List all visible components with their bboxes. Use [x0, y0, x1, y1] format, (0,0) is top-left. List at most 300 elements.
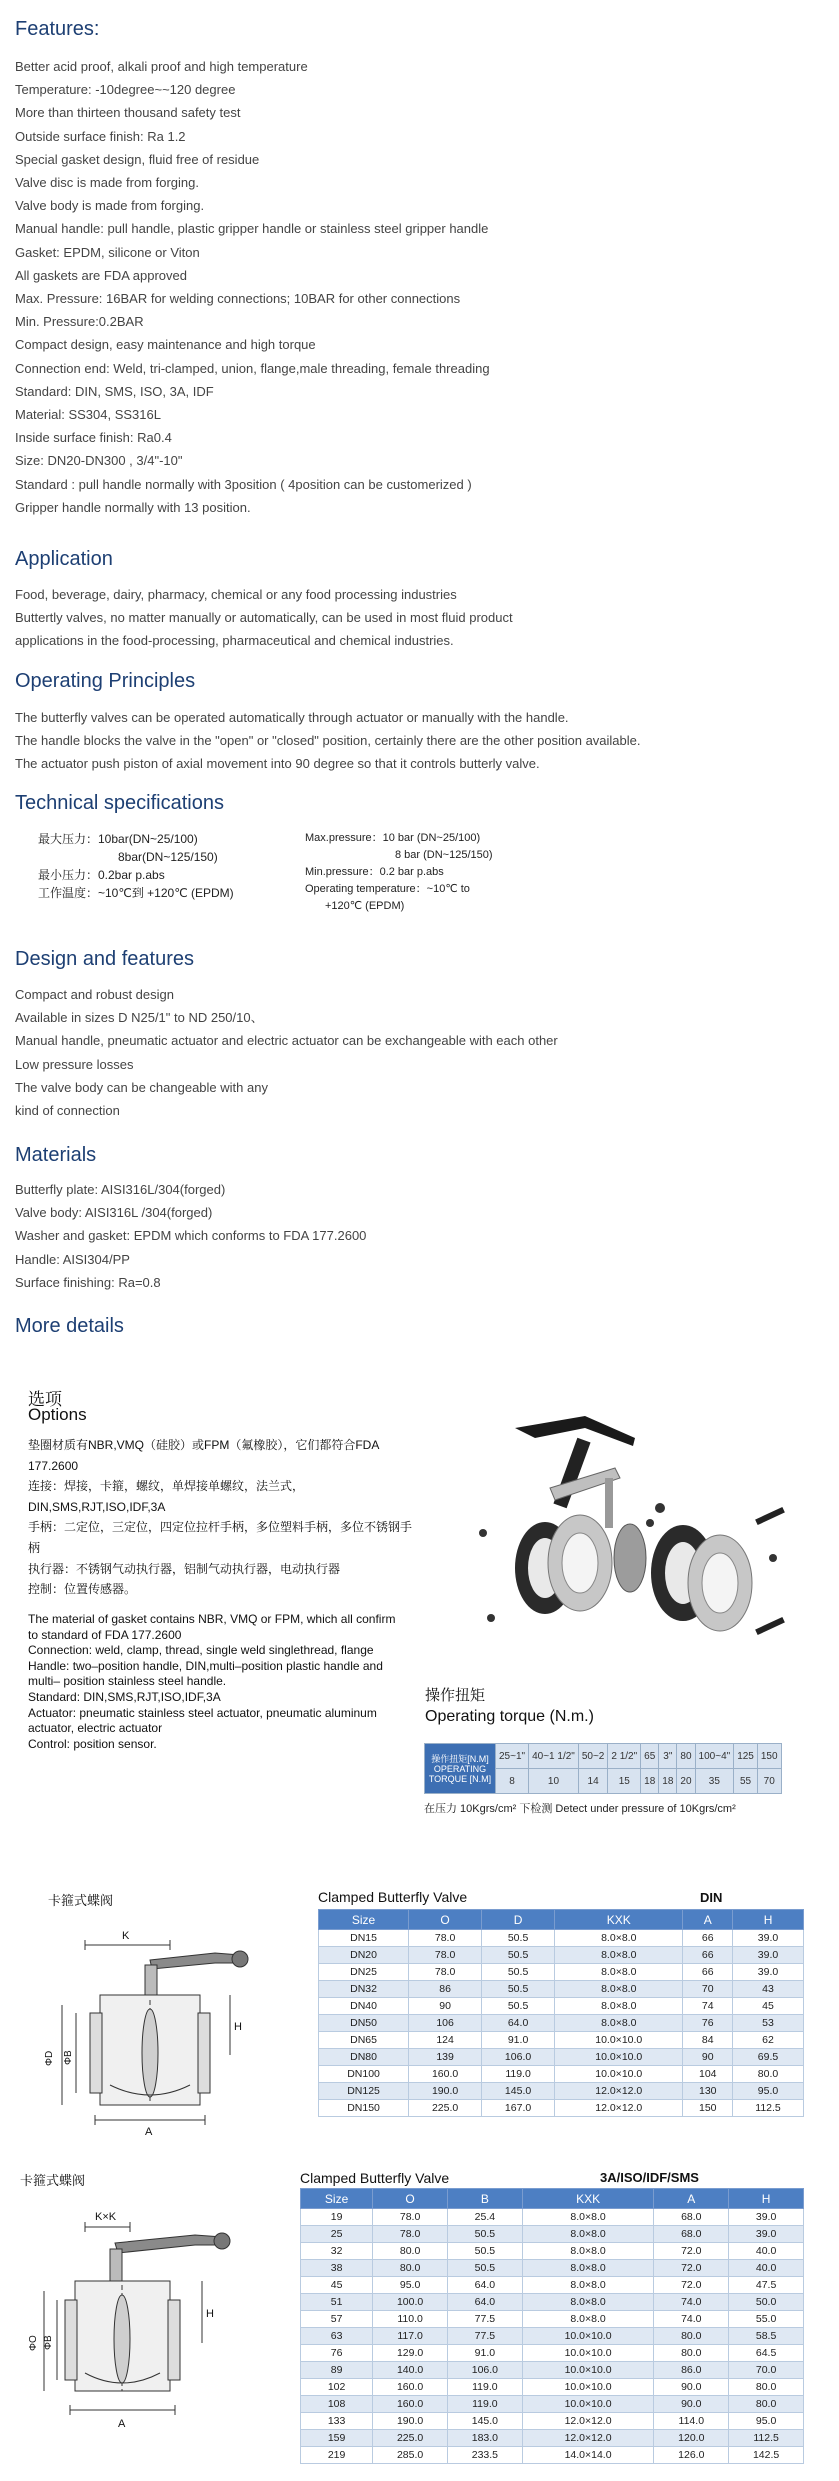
- table-row: [301, 2311, 804, 2328]
- table-cell: 106: [409, 2015, 482, 2032]
- table-cell: 64.0: [447, 2277, 522, 2294]
- torque-size-cell: 125: [734, 1744, 758, 1769]
- materials-title: Materials: [15, 1144, 97, 1166]
- text-line: Inside surface finish: Ra0.4: [15, 430, 172, 446]
- torque-title-cn: 操作扭矩: [425, 1687, 486, 1704]
- options-en-line: Control: position sensor.: [28, 1736, 157, 1751]
- text-line: Food, beverage, dairy, pharmacy, chemical or any food processing industries: [15, 587, 457, 602]
- design-list: [15, 983, 815, 1122]
- application-list: [15, 583, 815, 653]
- features-list: [15, 55, 815, 519]
- exploded-valve-illustration: [455, 1408, 795, 1668]
- table-row: [301, 2413, 804, 2430]
- table-cell: 38: [301, 2260, 373, 2277]
- table-cell: 50.0: [729, 2294, 804, 2311]
- torque-value-cell: 35: [695, 1769, 734, 1794]
- torque-value-cell: 14: [578, 1769, 608, 1794]
- options-cn-line: 连接：焊接，卡箍，螺纹，单焊接单螺纹，法兰式，DIN,SMS,RJT,ISO,IDF,3A: [28, 1479, 305, 1514]
- text-line: Better acid proof, alkali proof and high temperature: [15, 59, 308, 74]
- options-en-list: [28, 1612, 398, 1752]
- text-line: Low pressure losses: [15, 1056, 134, 1072]
- sms-valve-standard: 3A/ISO/IDF/SMS: [600, 2170, 699, 2185]
- column-header: O: [409, 1910, 482, 1930]
- table-cell: 117.0: [373, 2328, 448, 2345]
- design-title: Design and features: [15, 948, 195, 970]
- table-cell: 126.0: [654, 2447, 729, 2464]
- tech-en-line: Operating temperature：~10℃ to: [305, 883, 470, 895]
- table-row: [319, 2049, 804, 2066]
- table-cell: 57: [301, 2311, 373, 2328]
- table-cell: 10.0×10.0: [522, 2379, 654, 2396]
- tech-cn-line: 工作温度：~10℃到 +120℃ (EPDM): [38, 886, 234, 900]
- table-cell: 72.0: [654, 2277, 729, 2294]
- din-label-ob: ΦB: [63, 2050, 74, 2065]
- table-cell: DN40: [319, 1998, 409, 2015]
- table-cell: 8.0×8.0: [555, 1930, 683, 1947]
- text-line: Max. Pressure: 16BAR for welding connections; 10BAR for other connections: [15, 291, 461, 307]
- text-line: Valve body is made from forging.: [15, 198, 205, 214]
- sms-valve-title-cn: 卡箍式蝶阀: [20, 2173, 86, 2188]
- table-cell: 43: [733, 1981, 804, 1998]
- table-cell: 77.5: [447, 2328, 522, 2345]
- table-cell: 183.0: [447, 2430, 522, 2447]
- din-valve-title-cn: 卡箍式蝶阀: [48, 1893, 114, 1908]
- table-cell: 64.0: [447, 2294, 522, 2311]
- table-row: [319, 1998, 804, 2015]
- torque-value-cell: 70: [757, 1769, 781, 1794]
- table-row: [319, 1930, 804, 1947]
- din-valve-title-en: Clamped Butterfly Valve: [318, 1889, 468, 1905]
- sms-label-kxk: K×K: [95, 2211, 117, 2223]
- options-en-line: Connection: weld, clamp, thread, single weld singlethread, flange: [28, 1643, 374, 1658]
- operating-title: Operating Principles: [15, 670, 196, 692]
- column-header: H: [733, 1910, 804, 1930]
- table-cell: 190.0: [373, 2413, 448, 2430]
- table-cell: 150: [683, 2100, 733, 2117]
- torque-table: [424, 1743, 782, 1794]
- table-cell: 12.0×12.0: [522, 2430, 654, 2447]
- table-cell: 8.0×8.0: [522, 2209, 654, 2226]
- sms-dimension-table: [300, 2188, 804, 2464]
- table-cell: 39.0: [733, 1964, 804, 1981]
- table-cell: 25: [301, 2226, 373, 2243]
- text-line: Washer and gasket: EPDM which conforms to FDA 177.2600: [15, 1228, 367, 1244]
- table-cell: 80.0: [729, 2379, 804, 2396]
- din-valve-standard: DIN: [700, 1890, 723, 1905]
- table-row: [319, 2032, 804, 2049]
- table-cell: 100.0: [373, 2294, 448, 2311]
- options-en-line: Standard: DIN,SMS,RJT,ISO,IDF,3A: [28, 1689, 221, 1704]
- options-cn-line: 执行器：不锈钢气动执行器，铝制气动执行器，电动执行器: [28, 1561, 341, 1576]
- sms-valve-title-en: Clamped Butterfly Valve: [300, 2170, 450, 2186]
- text-line: Special gasket design, fluid free of residue: [15, 151, 260, 167]
- torque-note: 在压力 10Kgrs/cm² 下检测 Detect under pressure of 10Kgrs/cm²: [424, 1803, 736, 1815]
- table-cell: 167.0: [482, 2100, 555, 2117]
- table-cell: 68.0: [654, 2209, 729, 2226]
- text-line: The actuator push piston of axial movement into 90 degree so that it controls butterly valve.: [15, 756, 540, 772]
- torque-size-cell: 2 1/2": [608, 1744, 641, 1769]
- table-cell: 8.0×8.0: [555, 1981, 683, 1998]
- column-header: A: [654, 2189, 729, 2209]
- table-row: [301, 2396, 804, 2413]
- table-cell: 50.5: [482, 1981, 555, 1998]
- table-cell: 8.0×8.0: [522, 2226, 654, 2243]
- table-cell: DN150: [319, 2100, 409, 2117]
- table-cell: 95.0: [729, 2413, 804, 2430]
- table-cell: 45: [733, 1998, 804, 2015]
- table-row: [301, 2260, 804, 2277]
- table-cell: 12.0×12.0: [555, 2083, 683, 2100]
- table-cell: 45: [301, 2277, 373, 2294]
- table-cell: 8.0×8.0: [522, 2260, 654, 2277]
- text-line: Valve disc is made from forging.: [15, 175, 199, 191]
- text-line: Gripper handle normally with 13 position.: [15, 499, 251, 515]
- sms-label-h: H: [206, 2308, 214, 2320]
- text-line: The butterfly valves can be operated automatically through actuator or manually with the handle.: [15, 710, 569, 725]
- text-line: The valve body can be changeable with any: [15, 1079, 268, 1095]
- table-cell: 69.5: [733, 2049, 804, 2066]
- table-cell: 133: [301, 2413, 373, 2430]
- table-cell: 70.0: [729, 2362, 804, 2379]
- table-cell: 10.0×10.0: [555, 2032, 683, 2049]
- table-cell: 10.0×10.0: [522, 2345, 654, 2362]
- table-cell: 53: [733, 2015, 804, 2032]
- text-line: Buttertly valves, no matter manually or automatically, can be used in most fluid product: [15, 610, 513, 626]
- table-cell: 80.0: [729, 2396, 804, 2413]
- options-cn-line: 垫圈材质有NBR,VMQ（硅胶）或FPM（氟橡胶），它们都符合FDA 177.2600: [28, 1438, 379, 1473]
- text-line: Manual handle: pull handle, plastic gripper handle or stainless steel gripper handle: [15, 221, 489, 237]
- table-cell: DN50: [319, 2015, 409, 2032]
- column-header: KXK: [522, 2189, 654, 2209]
- din-label-a: A: [145, 2126, 153, 2138]
- table-cell: 76: [301, 2345, 373, 2362]
- table-cell: 8.0×8.0: [555, 1964, 683, 1981]
- table-cell: 110.0: [373, 2311, 448, 2328]
- torque-value-cell: 10: [529, 1769, 579, 1794]
- text-line: Manual handle, pneumatic actuator and electric actuator can be exchangeable with each other: [15, 1033, 558, 1049]
- torque-value-cell: 55: [734, 1769, 758, 1794]
- table-cell: 39.0: [733, 1930, 804, 1947]
- table-cell: 68.0: [654, 2226, 729, 2243]
- table-cell: 47.5: [729, 2277, 804, 2294]
- din-label-k: K: [122, 1930, 130, 1942]
- tech-en-line: Max.pressure：10 bar (DN~25/100): [305, 832, 481, 844]
- table-cell: 50.5: [482, 1947, 555, 1964]
- table-cell: 119.0: [482, 2066, 555, 2083]
- column-header: KXK: [555, 1910, 683, 1930]
- table-cell: 55.0: [729, 2311, 804, 2328]
- table-cell: 114.0: [654, 2413, 729, 2430]
- table-cell: 66: [683, 1930, 733, 1947]
- table-row: [319, 1964, 804, 1981]
- sms-label-ob: ΦB: [43, 2335, 54, 2350]
- table-cell: 10.0×10.0: [522, 2362, 654, 2379]
- table-cell: 40.0: [729, 2243, 804, 2260]
- table-cell: 142.5: [729, 2447, 804, 2464]
- table-cell: DN15: [319, 1930, 409, 1947]
- table-cell: 78.0: [373, 2209, 448, 2226]
- text-line: Standard : pull handle normally with 3position ( 4position can be customerized ): [15, 476, 472, 492]
- torque-size-cell: 40~1 1/2": [529, 1744, 579, 1769]
- table-cell: 51: [301, 2294, 373, 2311]
- table-row: [301, 2328, 804, 2345]
- table-row: [301, 2430, 804, 2447]
- torque-value-cell: 18: [659, 1769, 677, 1794]
- table-cell: 112.5: [729, 2430, 804, 2447]
- table-cell: 91.0: [447, 2345, 522, 2362]
- text-line: Available in sizes D N25/1" to ND 250/10、: [15, 1010, 264, 1026]
- table-cell: 8.0×8.0: [555, 2015, 683, 2032]
- table-cell: 74.0: [654, 2294, 729, 2311]
- table-cell: 160.0: [409, 2066, 482, 2083]
- table-cell: 104: [683, 2066, 733, 2083]
- table-cell: 76: [683, 2015, 733, 2032]
- tech-spec-en: [305, 830, 493, 915]
- table-cell: 106.0: [482, 2049, 555, 2066]
- torque-value-cell: 20: [677, 1769, 695, 1794]
- options-title-en: Options: [28, 1405, 87, 1424]
- table-cell: 119.0: [447, 2379, 522, 2396]
- column-header: Size: [301, 2189, 373, 2209]
- torque-value-cell: 15: [608, 1769, 641, 1794]
- table-cell: 90: [409, 1998, 482, 2015]
- table-cell: 129.0: [373, 2345, 448, 2362]
- table-cell: 86: [409, 1981, 482, 1998]
- table-row: [301, 2345, 804, 2362]
- table-cell: 160.0: [373, 2379, 448, 2396]
- column-header: H: [729, 2189, 804, 2209]
- text-line: Standard: DIN, SMS, ISO, 3A, IDF: [15, 383, 214, 399]
- table-cell: 80.0: [373, 2243, 448, 2260]
- table-cell: DN20: [319, 1947, 409, 1964]
- table-cell: DN32: [319, 1981, 409, 1998]
- tech-en-line: Min.pressure：0.2 bar p.abs: [305, 866, 444, 878]
- table-cell: 8.0×8.0: [522, 2311, 654, 2328]
- table-row: [301, 2277, 804, 2294]
- column-header: O: [373, 2189, 448, 2209]
- table-cell: 10.0×10.0: [555, 2066, 683, 2083]
- sms-valve-drawing: [30, 2205, 270, 2435]
- table-cell: 78.0: [409, 1964, 482, 1981]
- table-cell: 58.5: [729, 2328, 804, 2345]
- column-header: Size: [319, 1910, 409, 1930]
- table-row: [319, 1947, 804, 1964]
- table-cell: 66: [683, 1964, 733, 1981]
- din-dimension-table: [318, 1909, 804, 2117]
- table-cell: 50.5: [482, 1964, 555, 1981]
- din-label-od: ΦD: [44, 2050, 55, 2066]
- table-cell: 64.0: [482, 2015, 555, 2032]
- table-row: [319, 1981, 804, 1998]
- table-cell: DN65: [319, 2032, 409, 2049]
- table-cell: 64.5: [729, 2345, 804, 2362]
- table-cell: 145.0: [482, 2083, 555, 2100]
- table-cell: 219: [301, 2447, 373, 2464]
- text-line: Compact and robust design: [15, 987, 174, 1002]
- table-cell: 14.0×14.0: [522, 2447, 654, 2464]
- torque-size-cell: 50~2: [578, 1744, 608, 1769]
- table-cell: 91.0: [482, 2032, 555, 2049]
- table-cell: 25.4: [447, 2209, 522, 2226]
- table-cell: 80.0: [654, 2328, 729, 2345]
- tech-en-line: 8 bar (DN~125/150): [395, 849, 493, 861]
- torque-size-cell: 150: [757, 1744, 781, 1769]
- table-cell: 66: [683, 1947, 733, 1964]
- table-cell: 50.5: [447, 2260, 522, 2277]
- options-cn-line: 手柄：二定位，三定位，四定位拉杆手柄，多位塑料手柄，多位不锈钢手柄: [28, 1520, 413, 1555]
- text-line: Material: SS304, SS316L: [15, 407, 161, 423]
- table-cell: 120.0: [654, 2430, 729, 2447]
- table-cell: 119.0: [447, 2396, 522, 2413]
- table-cell: 39.0: [729, 2209, 804, 2226]
- table-cell: 72.0: [654, 2260, 729, 2277]
- application-title: Application: [15, 548, 113, 570]
- table-cell: DN25: [319, 1964, 409, 1981]
- table-cell: 12.0×12.0: [522, 2413, 654, 2430]
- table-row: [301, 2447, 804, 2464]
- torque-size-cell: 65: [641, 1744, 659, 1769]
- table-cell: 112.5: [733, 2100, 804, 2117]
- table-cell: 10.0×10.0: [555, 2049, 683, 2066]
- table-cell: 50.5: [447, 2243, 522, 2260]
- features-title: Features:: [15, 18, 100, 40]
- sms-label-a: A: [118, 2418, 126, 2430]
- column-header: B: [447, 2189, 522, 2209]
- torque-value-cell: 8: [496, 1769, 529, 1794]
- table-cell: 225.0: [409, 2100, 482, 2117]
- table-cell: 108: [301, 2396, 373, 2413]
- table-cell: 190.0: [409, 2083, 482, 2100]
- text-line: applications in the food-processing, pharmaceutical and chemical industries.: [15, 633, 454, 649]
- table-cell: 40.0: [729, 2260, 804, 2277]
- column-header: A: [683, 1910, 733, 1930]
- table-cell: 80.0: [373, 2260, 448, 2277]
- table-cell: 86.0: [654, 2362, 729, 2379]
- table-cell: 130: [683, 2083, 733, 2100]
- table-cell: DN125: [319, 2083, 409, 2100]
- table-cell: 74: [683, 1998, 733, 2015]
- tech-en-line: +120℃ (EPDM): [325, 900, 405, 912]
- table-cell: 84: [683, 2032, 733, 2049]
- materials-list: [15, 1178, 815, 1294]
- table-cell: 63: [301, 2328, 373, 2345]
- table-header-row: [319, 1910, 804, 1930]
- table-cell: DN80: [319, 2049, 409, 2066]
- table-row: [301, 2379, 804, 2396]
- text-line: Gasket: EPDM, silicone or Viton: [15, 244, 200, 260]
- column-header: D: [482, 1910, 555, 1930]
- table-cell: 225.0: [373, 2430, 448, 2447]
- table-row: [301, 2294, 804, 2311]
- table-cell: 8.0×8.0: [522, 2294, 654, 2311]
- table-cell: 50.5: [482, 1998, 555, 2015]
- table-row: [319, 2100, 804, 2117]
- table-cell: 62: [733, 2032, 804, 2049]
- table-cell: 78.0: [409, 1930, 482, 1947]
- table-row: [301, 2209, 804, 2226]
- table-cell: 50.5: [447, 2226, 522, 2243]
- tech-title: Technical specifications: [15, 792, 224, 814]
- text-line: The handle blocks the valve in the "open" or "closed" position, certainly there are the other position available.: [15, 733, 641, 749]
- table-cell: 124: [409, 2032, 482, 2049]
- torque-size-cell: 3": [659, 1744, 677, 1769]
- din-valve-drawing: [40, 1925, 280, 2140]
- text-line: Min. Pressure:0.2BAR: [15, 314, 144, 330]
- table-cell: 19: [301, 2209, 373, 2226]
- table-cell: 139: [409, 2049, 482, 2066]
- table-cell: 95.0: [733, 2083, 804, 2100]
- text-line: More than thirteen thousand safety test: [15, 105, 241, 121]
- text-line: kind of connection: [15, 1103, 120, 1119]
- options-en-line: Actuator: pneumatic stainless steel actuator, pneumatic aluminum actuator, electric actuator: [28, 1705, 377, 1736]
- options-en-line: The material of gasket contains NBR, VMQ or FPM, which all confirm to standard of FDA 177.2600: [28, 1612, 396, 1642]
- text-line: Temperature: -10degree~~120 degree: [15, 82, 236, 98]
- text-line: Compact design, easy maintenance and high torque: [15, 337, 316, 353]
- table-cell: 90.0: [654, 2396, 729, 2413]
- options-cn-line: 控制：位置传感器。: [28, 1582, 137, 1597]
- table-cell: 159: [301, 2430, 373, 2447]
- table-row: [301, 2226, 804, 2243]
- text-line: Connection end: Weld, tri-clamped, union, flange,male threading, female threading: [15, 360, 490, 376]
- tech-cn-line: 最小压力：0.2bar p.abs: [38, 868, 165, 882]
- sms-label-oo: ΦO: [28, 2335, 39, 2351]
- table-cell: DN100: [319, 2066, 409, 2083]
- table-cell: 50.5: [482, 1930, 555, 1947]
- text-line: Butterfly plate: AISI316L/304(forged): [15, 1182, 226, 1197]
- table-cell: 39.0: [733, 1947, 804, 1964]
- table-row: [319, 2015, 804, 2032]
- table-cell: 285.0: [373, 2447, 448, 2464]
- table-row: [301, 2243, 804, 2260]
- table-cell: 233.5: [447, 2447, 522, 2464]
- table-cell: 32: [301, 2243, 373, 2260]
- tech-cn-line: 8bar(DN~125/150): [118, 850, 218, 864]
- operating-list: [15, 706, 815, 776]
- text-line: Surface finishing: Ra=0.8: [15, 1274, 161, 1290]
- table-cell: 12.0×12.0: [555, 2100, 683, 2117]
- table-cell: 89: [301, 2362, 373, 2379]
- table-cell: 8.0×8.0: [522, 2243, 654, 2260]
- table-cell: 80.0: [654, 2345, 729, 2362]
- table-cell: 102: [301, 2379, 373, 2396]
- table-row: [319, 2083, 804, 2100]
- table-cell: 77.5: [447, 2311, 522, 2328]
- table-cell: 8.0×8.0: [555, 1947, 683, 1964]
- text-line: Outside surface finish: Ra 1.2: [15, 128, 186, 144]
- table-cell: 8.0×8.0: [555, 1998, 683, 2015]
- table-cell: 90: [683, 2049, 733, 2066]
- tech-spec-cn: [38, 830, 234, 902]
- options-en-line: Handle: two–position handle, DIN,multi–position plastic handle and multi– position stainless steel handle.: [28, 1658, 383, 1689]
- table-cell: 160.0: [373, 2396, 448, 2413]
- table-cell: 78.0: [373, 2226, 448, 2243]
- table-cell: 90.0: [654, 2379, 729, 2396]
- table-header-row: [301, 2189, 804, 2209]
- torque-value-cell: 18: [641, 1769, 659, 1794]
- table-cell: 8.0×8.0: [522, 2277, 654, 2294]
- table-cell: 80.0: [733, 2066, 804, 2083]
- more-details-title: More details: [15, 1315, 124, 1337]
- din-label-h: H: [234, 2021, 242, 2033]
- table-cell: 145.0: [447, 2413, 522, 2430]
- table-cell: 78.0: [409, 1947, 482, 1964]
- table-row: [301, 2362, 804, 2379]
- table-cell: 106.0: [447, 2362, 522, 2379]
- text-line: Handle: AISI304/PP: [15, 1251, 130, 1267]
- table-cell: 72.0: [654, 2243, 729, 2260]
- options-cn-list: [28, 1435, 413, 1600]
- table-cell: 95.0: [373, 2277, 448, 2294]
